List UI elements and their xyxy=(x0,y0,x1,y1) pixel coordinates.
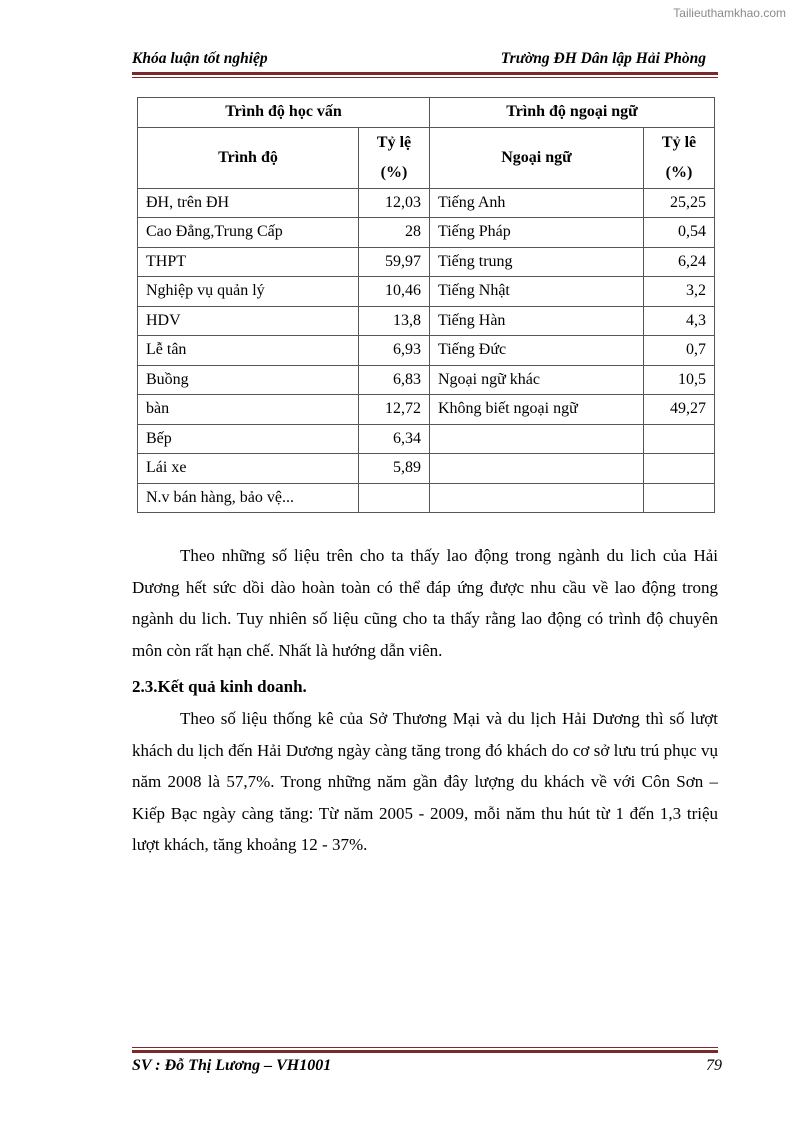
footer-author: SV : Đỗ Thị Lương – VH1001 xyxy=(132,1057,332,1074)
table-column-header xyxy=(138,127,715,188)
page-number: 79 xyxy=(706,1057,722,1074)
cell-rate2: 25,25 xyxy=(644,188,715,218)
cell-language xyxy=(430,483,644,513)
table-row xyxy=(138,218,715,248)
cell-level: N.v bán hàng, bảo vệ... xyxy=(138,483,359,513)
col-rate2-header xyxy=(644,127,715,188)
cell-rate1: 12,03 xyxy=(359,188,430,218)
table-row xyxy=(138,424,715,454)
table-row xyxy=(138,306,715,336)
table-body xyxy=(138,188,715,513)
cell-rate1: 6,34 xyxy=(359,424,430,454)
table-row xyxy=(138,483,715,513)
table-row xyxy=(138,454,715,484)
cell-rate1: 6,93 xyxy=(359,336,430,366)
cell-rate1: 28 xyxy=(359,218,430,248)
cell-language: Tiếng trung xyxy=(430,247,644,277)
cell-language: Tiếng Anh xyxy=(430,188,644,218)
cell-language: Tiếng Pháp xyxy=(430,218,644,248)
cell-language xyxy=(430,424,644,454)
header-rule xyxy=(132,72,718,78)
page-footer xyxy=(132,1057,722,1075)
cell-level: THPT xyxy=(138,247,359,277)
watermark: Tailieuthamkhao.com xyxy=(673,6,786,20)
cell-rate1: 5,89 xyxy=(359,454,430,484)
cell-level: ĐH, trên ĐH xyxy=(138,188,359,218)
cell-rate2: 3,2 xyxy=(644,277,715,307)
table-row xyxy=(138,247,715,277)
cell-rate1: 59,97 xyxy=(359,247,430,277)
cell-language xyxy=(430,454,644,484)
cell-rate1: 6,83 xyxy=(359,365,430,395)
cell-level: Lái xe xyxy=(138,454,359,484)
cell-rate2 xyxy=(644,454,715,484)
cell-language: Tiếng Hàn xyxy=(430,306,644,336)
col-rate1-unit: (%) xyxy=(380,163,408,181)
cell-rate1 xyxy=(359,483,430,513)
col-rate2-unit: (%) xyxy=(665,163,693,181)
section-heading: 2.3.Kết quả kinh doanh. xyxy=(132,677,307,696)
cell-level: HDV xyxy=(138,306,359,336)
group-language-header: Trình độ ngoại ngữ xyxy=(430,98,715,128)
col-rate1-label: Tỷ lệ xyxy=(376,133,412,151)
cell-level: bàn xyxy=(138,395,359,425)
cell-level: Buồng xyxy=(138,365,359,395)
paragraph-labor: Theo những số liệu trên cho ta thấy lao động trong ngành du lich của Hải Dương hết sức dồi dào hoàn toàn có thể đáp ứng được nhu cầu về lao động trong ngành du lich. Tuy nhiên số liệu cũng cho ta thấy rằng lao động có trình độ chuyên môn còn rất hạn chế. Nhất là hướng dẫn viên. xyxy=(132,546,718,660)
page-header xyxy=(132,50,706,68)
cell-rate2: 49,27 xyxy=(644,395,715,425)
cell-level: Lễ tân xyxy=(138,336,359,366)
cell-rate2: 6,24 xyxy=(644,247,715,277)
cell-language: Không biết ngoại ngữ xyxy=(430,395,644,425)
cell-rate1: 13,8 xyxy=(359,306,430,336)
col-rate1-header xyxy=(359,127,430,188)
table-row xyxy=(138,188,715,218)
table-row xyxy=(138,365,715,395)
header-right: Trường ĐH Dân lập Hải Phòng xyxy=(500,50,706,67)
col-rate2-label: Tỷ lê xyxy=(661,133,697,151)
cell-language: Tiếng Nhật xyxy=(430,277,644,307)
table-row xyxy=(138,277,715,307)
cell-rate2: 4,3 xyxy=(644,306,715,336)
cell-level: Nghiệp vụ quản lý xyxy=(138,277,359,307)
paragraph-business: Theo số liệu thống kê của Sở Thương Mại và du lịch Hải Dương thì số lượt khách du lịch đến Hải Dương ngày càng tăng trong đó khách do cơ sở lưu trú phục vụ năm 2008 là 57,7%. Trong những năm gần đây lượng du khách về với Côn Sơn – Kiếp Bạc ngày càng tăng: Từ năm 2005 - 2009, mỗi năm thu hút từ 1 đến 1,3 triệu lượt khách, tăng khoảng 12 - 37%. xyxy=(132,709,718,854)
table-row xyxy=(138,395,715,425)
cell-language: Tiếng Đức xyxy=(430,336,644,366)
col-language-header: Ngoại ngữ xyxy=(430,127,644,188)
cell-rate1: 10,46 xyxy=(359,277,430,307)
table-row xyxy=(138,336,715,366)
cell-rate2 xyxy=(644,483,715,513)
cell-rate2 xyxy=(644,424,715,454)
cell-level: Bếp xyxy=(138,424,359,454)
cell-rate2: 0,7 xyxy=(644,336,715,366)
footer-rule xyxy=(132,1047,718,1053)
cell-rate1: 12,72 xyxy=(359,395,430,425)
cell-rate2: 0,54 xyxy=(644,218,715,248)
header-left: Khóa luận tốt nghiệp xyxy=(132,50,268,67)
group-education-header: Trình độ học vấn xyxy=(138,98,430,128)
education-language-table xyxy=(137,97,715,513)
cell-level: Cao Đẳng,Trung Cấp xyxy=(138,218,359,248)
col-level-header: Trình độ xyxy=(138,127,359,188)
cell-rate2: 10,5 xyxy=(644,365,715,395)
table-group-header xyxy=(138,98,715,128)
cell-language: Ngoại ngữ khác xyxy=(430,365,644,395)
